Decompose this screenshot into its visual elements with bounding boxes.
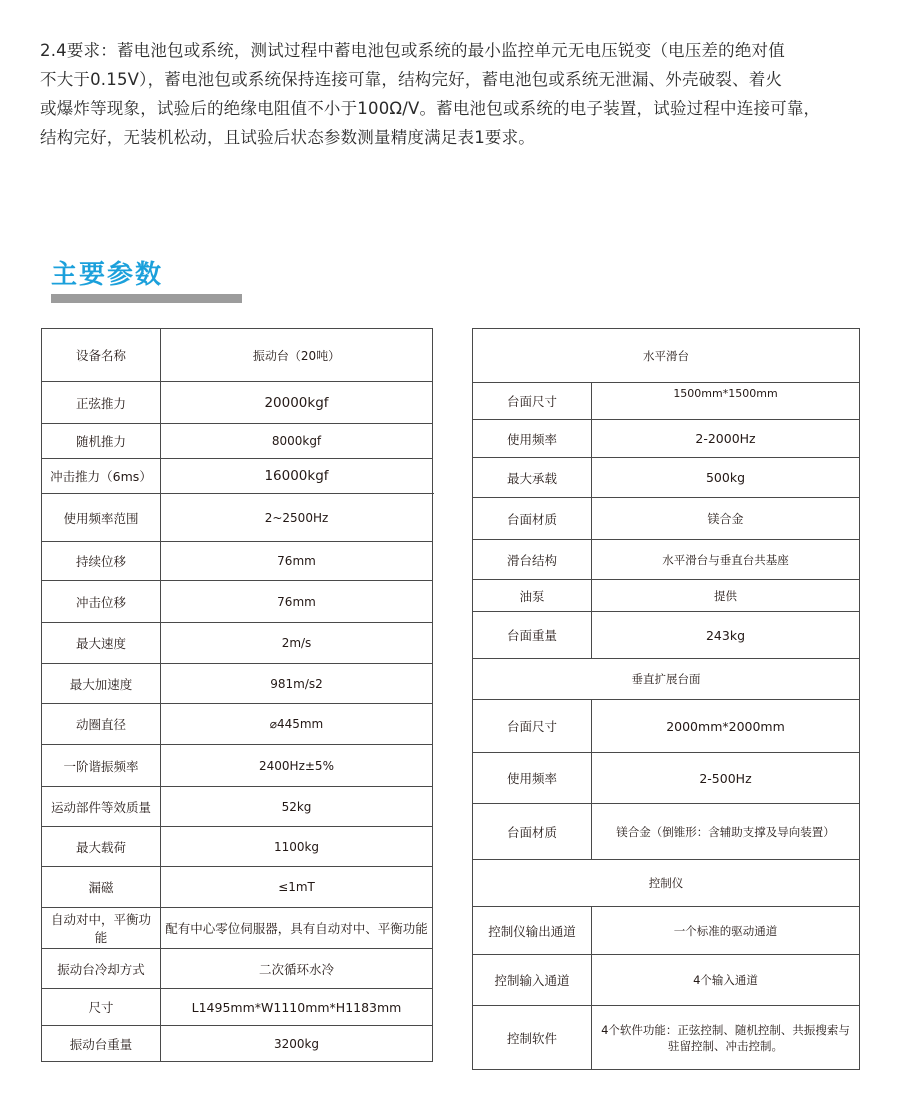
- table-row: [42, 989, 433, 1026]
- row-value: 1500mm*1500mm: [592, 383, 860, 420]
- row-label: 台面材质: [473, 498, 592, 540]
- table-row: [42, 494, 433, 542]
- row-label: 控制输入通道: [473, 955, 592, 1006]
- row-label: 设备名称: [42, 329, 161, 382]
- requirements-paragraph: [40, 36, 872, 152]
- table-row: [42, 949, 433, 989]
- row-label: 自动对中，平衡功能: [42, 908, 161, 949]
- row-value: 二次循环水冷: [161, 949, 433, 989]
- row-value: 243kg: [592, 612, 860, 659]
- table-row: [42, 542, 433, 581]
- table-row: [42, 787, 433, 827]
- table-row: [42, 382, 433, 424]
- table-section-header: [473, 659, 860, 700]
- table-row: [42, 459, 433, 494]
- row-label: 最大载荷: [42, 827, 161, 867]
- row-label: 运动部件等效质量: [42, 787, 161, 827]
- requirements-line-1: 2.4要求：蓄电池包或系统，测试过程中蓄电池包或系统的最小监控单元无电压锐变（电压差的绝对值: [40, 41, 785, 60]
- row-label: 台面尺寸: [473, 700, 592, 753]
- horizontal-slide-header: 水平滑台: [473, 329, 860, 383]
- row-value: 500kg: [592, 458, 860, 498]
- table-row: [42, 908, 433, 949]
- row-label: 使用频率: [473, 420, 592, 458]
- row-value: 2000mm*2000mm: [592, 700, 860, 753]
- row-label: 持续位移: [42, 542, 161, 581]
- table-row: [42, 623, 433, 664]
- table-row: [473, 612, 860, 659]
- row-label: 动圈直径: [42, 704, 161, 745]
- row-value: 1100kg: [161, 827, 433, 867]
- row-value: 提供: [592, 580, 860, 612]
- table-row: [42, 867, 433, 908]
- slide-table-spec-table: [472, 328, 860, 1070]
- row-value: 76mm: [161, 581, 433, 623]
- table-row: [473, 955, 860, 1006]
- row-value: 8000kgf: [161, 424, 433, 459]
- row-label: 振动台重量: [42, 1026, 161, 1062]
- controller-header: 控制仪: [473, 860, 860, 907]
- row-value: ⌀445mm: [161, 704, 433, 745]
- row-value: L1495mm*W1110mm*H1183mm: [161, 989, 433, 1026]
- row-value: ≤1mT: [161, 867, 433, 908]
- row-label: 油泵: [473, 580, 592, 612]
- row-label: 滑台结构: [473, 540, 592, 580]
- row-value: 981m/s2: [161, 664, 433, 704]
- requirements-line-4: 结构完好，无装机松动，且试验后状态参数测量精度满足表1要求。: [40, 128, 535, 147]
- section-title-underline: [51, 294, 242, 303]
- row-value: 振动台（20吨）: [161, 329, 433, 382]
- requirements-line-3: 或爆炸等现象，试验后的绝缘电阻值不小于100Ω/V。蓄电池包或系统的电子装置，试验过程中连接可靠，: [40, 99, 821, 118]
- row-label: 最大加速度: [42, 664, 161, 704]
- table-row: [42, 745, 433, 787]
- table-row: [42, 424, 433, 459]
- row-value: 2~2500Hz: [161, 494, 433, 542]
- table-row: [473, 700, 860, 753]
- table-divider-line: [380, 493, 434, 494]
- row-value: 镁合金（倒锥形：含辅助支撑及导向装置）: [592, 804, 860, 860]
- row-value: 水平滑台与垂直台共基座: [592, 540, 860, 580]
- table-row: [473, 580, 860, 612]
- table-row: [473, 804, 860, 860]
- row-value: 镁合金: [592, 498, 860, 540]
- table-section-header: [473, 329, 860, 383]
- shaker-spec-table: [41, 328, 433, 1062]
- table-row: [42, 827, 433, 867]
- table-row: [473, 753, 860, 804]
- row-label: 冲击推力（6ms）: [42, 459, 161, 494]
- table-row: [42, 329, 433, 382]
- row-value: 2400Hz±5%: [161, 745, 433, 787]
- table-row: [473, 907, 860, 955]
- table-row: [473, 498, 860, 540]
- row-value: 配有中心零位伺服器，具有自动对中、平衡功能: [161, 908, 433, 949]
- row-value: 76mm: [161, 542, 433, 581]
- table-row: [473, 458, 860, 498]
- table-row: [42, 704, 433, 745]
- row-value: 4个软件功能：正弦控制、随机控制、共振搜索与驻留控制、冲击控制。: [592, 1006, 860, 1070]
- row-label: 台面重量: [473, 612, 592, 659]
- table-row: [42, 1026, 433, 1062]
- row-label: 随机推力: [42, 424, 161, 459]
- row-value: 2-500Hz: [592, 753, 860, 804]
- row-label: 台面尺寸: [473, 383, 592, 420]
- table-row: [473, 540, 860, 580]
- section-title: 主要参数: [51, 260, 164, 290]
- row-label: 尺寸: [42, 989, 161, 1026]
- table-row: [42, 664, 433, 704]
- row-label: 正弦推力: [42, 382, 161, 424]
- row-value: 一个标准的驱动通道: [592, 907, 860, 955]
- row-value: 2-2000Hz: [592, 420, 860, 458]
- row-value: 16000kgf: [161, 459, 433, 494]
- row-label: 冲击位移: [42, 581, 161, 623]
- row-label: 台面材质: [473, 804, 592, 860]
- row-value: 2m/s: [161, 623, 433, 664]
- row-value: 3200kg: [161, 1026, 433, 1062]
- row-value: 4个输入通道: [592, 955, 860, 1006]
- row-label: 使用频率: [473, 753, 592, 804]
- row-value: 52kg: [161, 787, 433, 827]
- requirements-line-2: 不大于0.15V），蓄电池包或系统保持连接可靠，结构完好，蓄电池包或系统无泄漏、外壳破裂、着火: [40, 70, 783, 89]
- table-row: [42, 581, 433, 623]
- vertical-extension-header: 垂直扩展台面: [473, 659, 860, 700]
- table-row: [473, 1006, 860, 1070]
- table-section-header: [473, 860, 860, 907]
- row-label: 控制软件: [473, 1006, 592, 1070]
- row-label: 最大速度: [42, 623, 161, 664]
- row-value: 20000kgf: [161, 382, 433, 424]
- table-row: [473, 383, 860, 420]
- row-label: 最大承载: [473, 458, 592, 498]
- row-label: 一阶谐振频率: [42, 745, 161, 787]
- row-label: 控制仪输出通道: [473, 907, 592, 955]
- row-label: 使用频率范围: [42, 494, 161, 542]
- row-label: 漏磁: [42, 867, 161, 908]
- row-label: 振动台冷却方式: [42, 949, 161, 989]
- table-row: [473, 420, 860, 458]
